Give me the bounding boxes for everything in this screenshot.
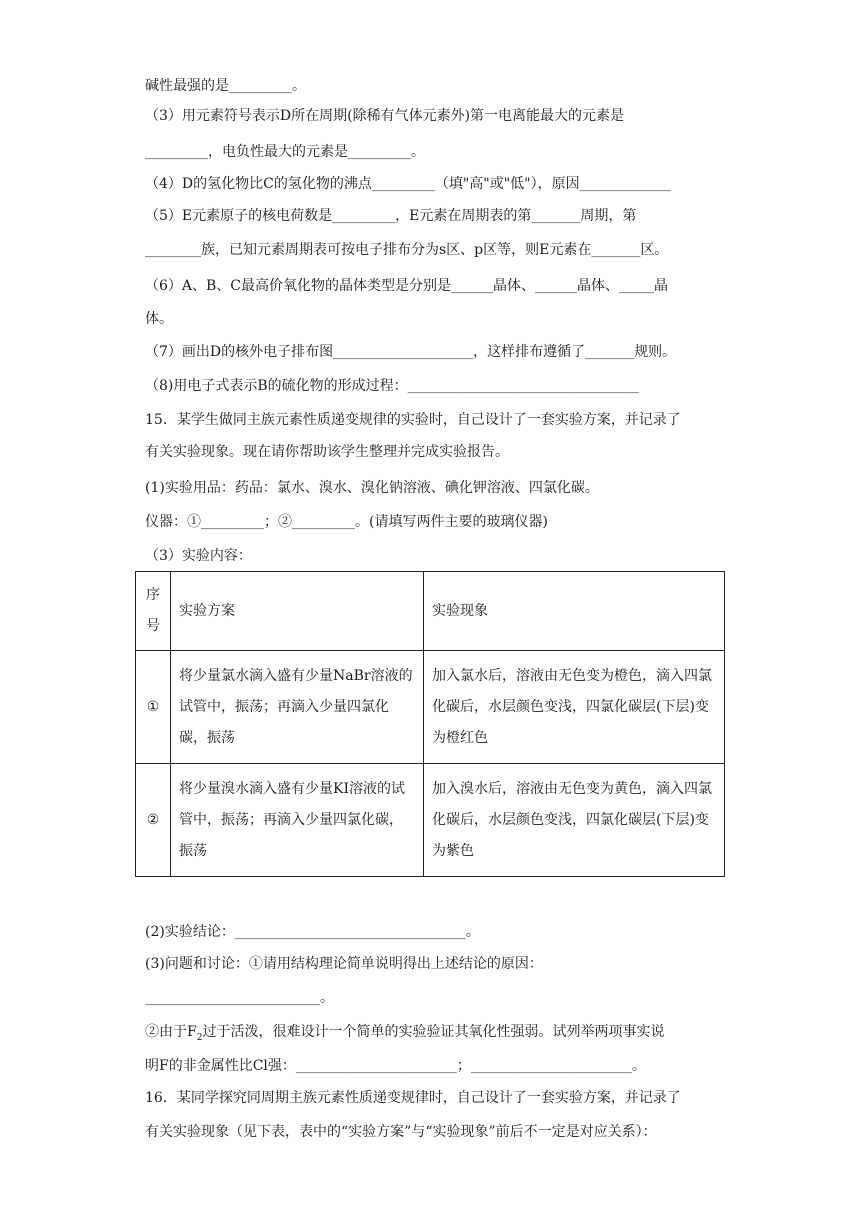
header-num: 序号 — [136, 572, 171, 651]
f2-pre: ②由于F — [145, 1024, 197, 1040]
line-9: （7）画出D的核外电子排布图____________________，这样排布遵循了_______规则。 — [145, 344, 677, 360]
line-14: 仪器：①_________；②_________。(请填写两件主要的玻璃仪器) — [145, 514, 548, 530]
header-plan: 实验方案 — [171, 572, 424, 651]
f2-line — [145, 1022, 664, 1048]
experiment-table — [135, 571, 725, 877]
header-result: 实验现象 — [424, 572, 725, 651]
line-5: （5）E元素原子的核电荷数是_________，E元素在周期表的第_______周期，第 — [145, 208, 637, 224]
f2-sub: 2 — [196, 1032, 203, 1043]
q16-line-2: 有关实验现象（见下表，表中的“实验方案”与“实验现象”前后不一定是对应关系）： — [145, 1124, 657, 1140]
row-result: 加入溴水后，溶液由无色变为黄色，滴入四氯化碳后，水层颜色变浅，四氯化碳层(下层)变为紫色 — [424, 764, 725, 877]
table-row — [136, 764, 725, 877]
discussion-blank: _________________________。 — [145, 990, 334, 1006]
f2-post: 过于活泼，很难设计一个简单的实验验证其氧化性强弱。试列举两项事实说 — [202, 1024, 665, 1040]
table-row — [136, 651, 725, 764]
line-7: （6）A、B、C最高价氧化物的晶体类型是分别是______晶体、______晶体、_____晶 — [145, 278, 669, 294]
discussion-line: (3)问题和讨论：①请用结构理论简单说明得出上述结论的原因： — [145, 956, 543, 972]
line-8: 体。 — [145, 311, 173, 327]
line-12: 有关实验现象。现在请你帮助该学生整理并完成实验报告。 — [145, 444, 509, 460]
row-plan: 将少量氯水滴入盛有少量NaBr溶液的试管中，振荡；再滴入少量四氯化碳，振荡 — [171, 651, 424, 764]
row-result: 加入氯水后，溶液由无色变为橙色，滴入四氯化碳后，水层颜色变浅，四氯化碳层(下层)变为橙红色 — [424, 651, 725, 764]
line-13: (1)实验用品：药品：氯水、溴水、溴化钠溶液、碘化钾溶液、四氯化碳。 — [145, 480, 599, 496]
row-num: ① — [136, 651, 171, 764]
table-header-row — [136, 572, 725, 651]
line-2: （3）用元素符号表示D所在周期(除稀有气体元素外)第一电离能最大的元素是 — [145, 108, 625, 124]
fcl-line: 明F的非金属性比Cl强：_______________________；_______________________。 — [145, 1058, 646, 1074]
line-10: （8)用电子式表示B的硫化物的形成过程：_________________________________ — [145, 378, 639, 394]
line-6: ________族，已知元素周期表可按电子排布分为s区、p区等，则E元素在_______区。 — [145, 242, 669, 258]
conclusion-line: (2)实验结论：_________________________________。 — [145, 924, 480, 940]
line-11: 15．某学生做同主族元素性质递变规律的实验时，自己设计了一套实验方案，并记录了 — [145, 412, 681, 428]
line-1: 碱性最强的是_________。 — [145, 78, 306, 94]
q16-line-1: 16．某同学探究同周期主族元素性质递变规律时，自己设计了一套实验方案，并记录了 — [145, 1090, 681, 1106]
line-3: _________，电负性最大的元素是_________。 — [145, 144, 425, 160]
line-4: （4）D的氢化物比C的氢化物的沸点_________（填"高"或"低"），原因_____________ — [145, 176, 671, 192]
line-15: （3）实验内容： — [145, 548, 252, 564]
row-plan: 将少量溴水滴入盛有少量KI溶液的试管中，振荡；再滴入少量四氯化碳，振荡 — [171, 764, 424, 877]
row-num: ② — [136, 764, 171, 877]
